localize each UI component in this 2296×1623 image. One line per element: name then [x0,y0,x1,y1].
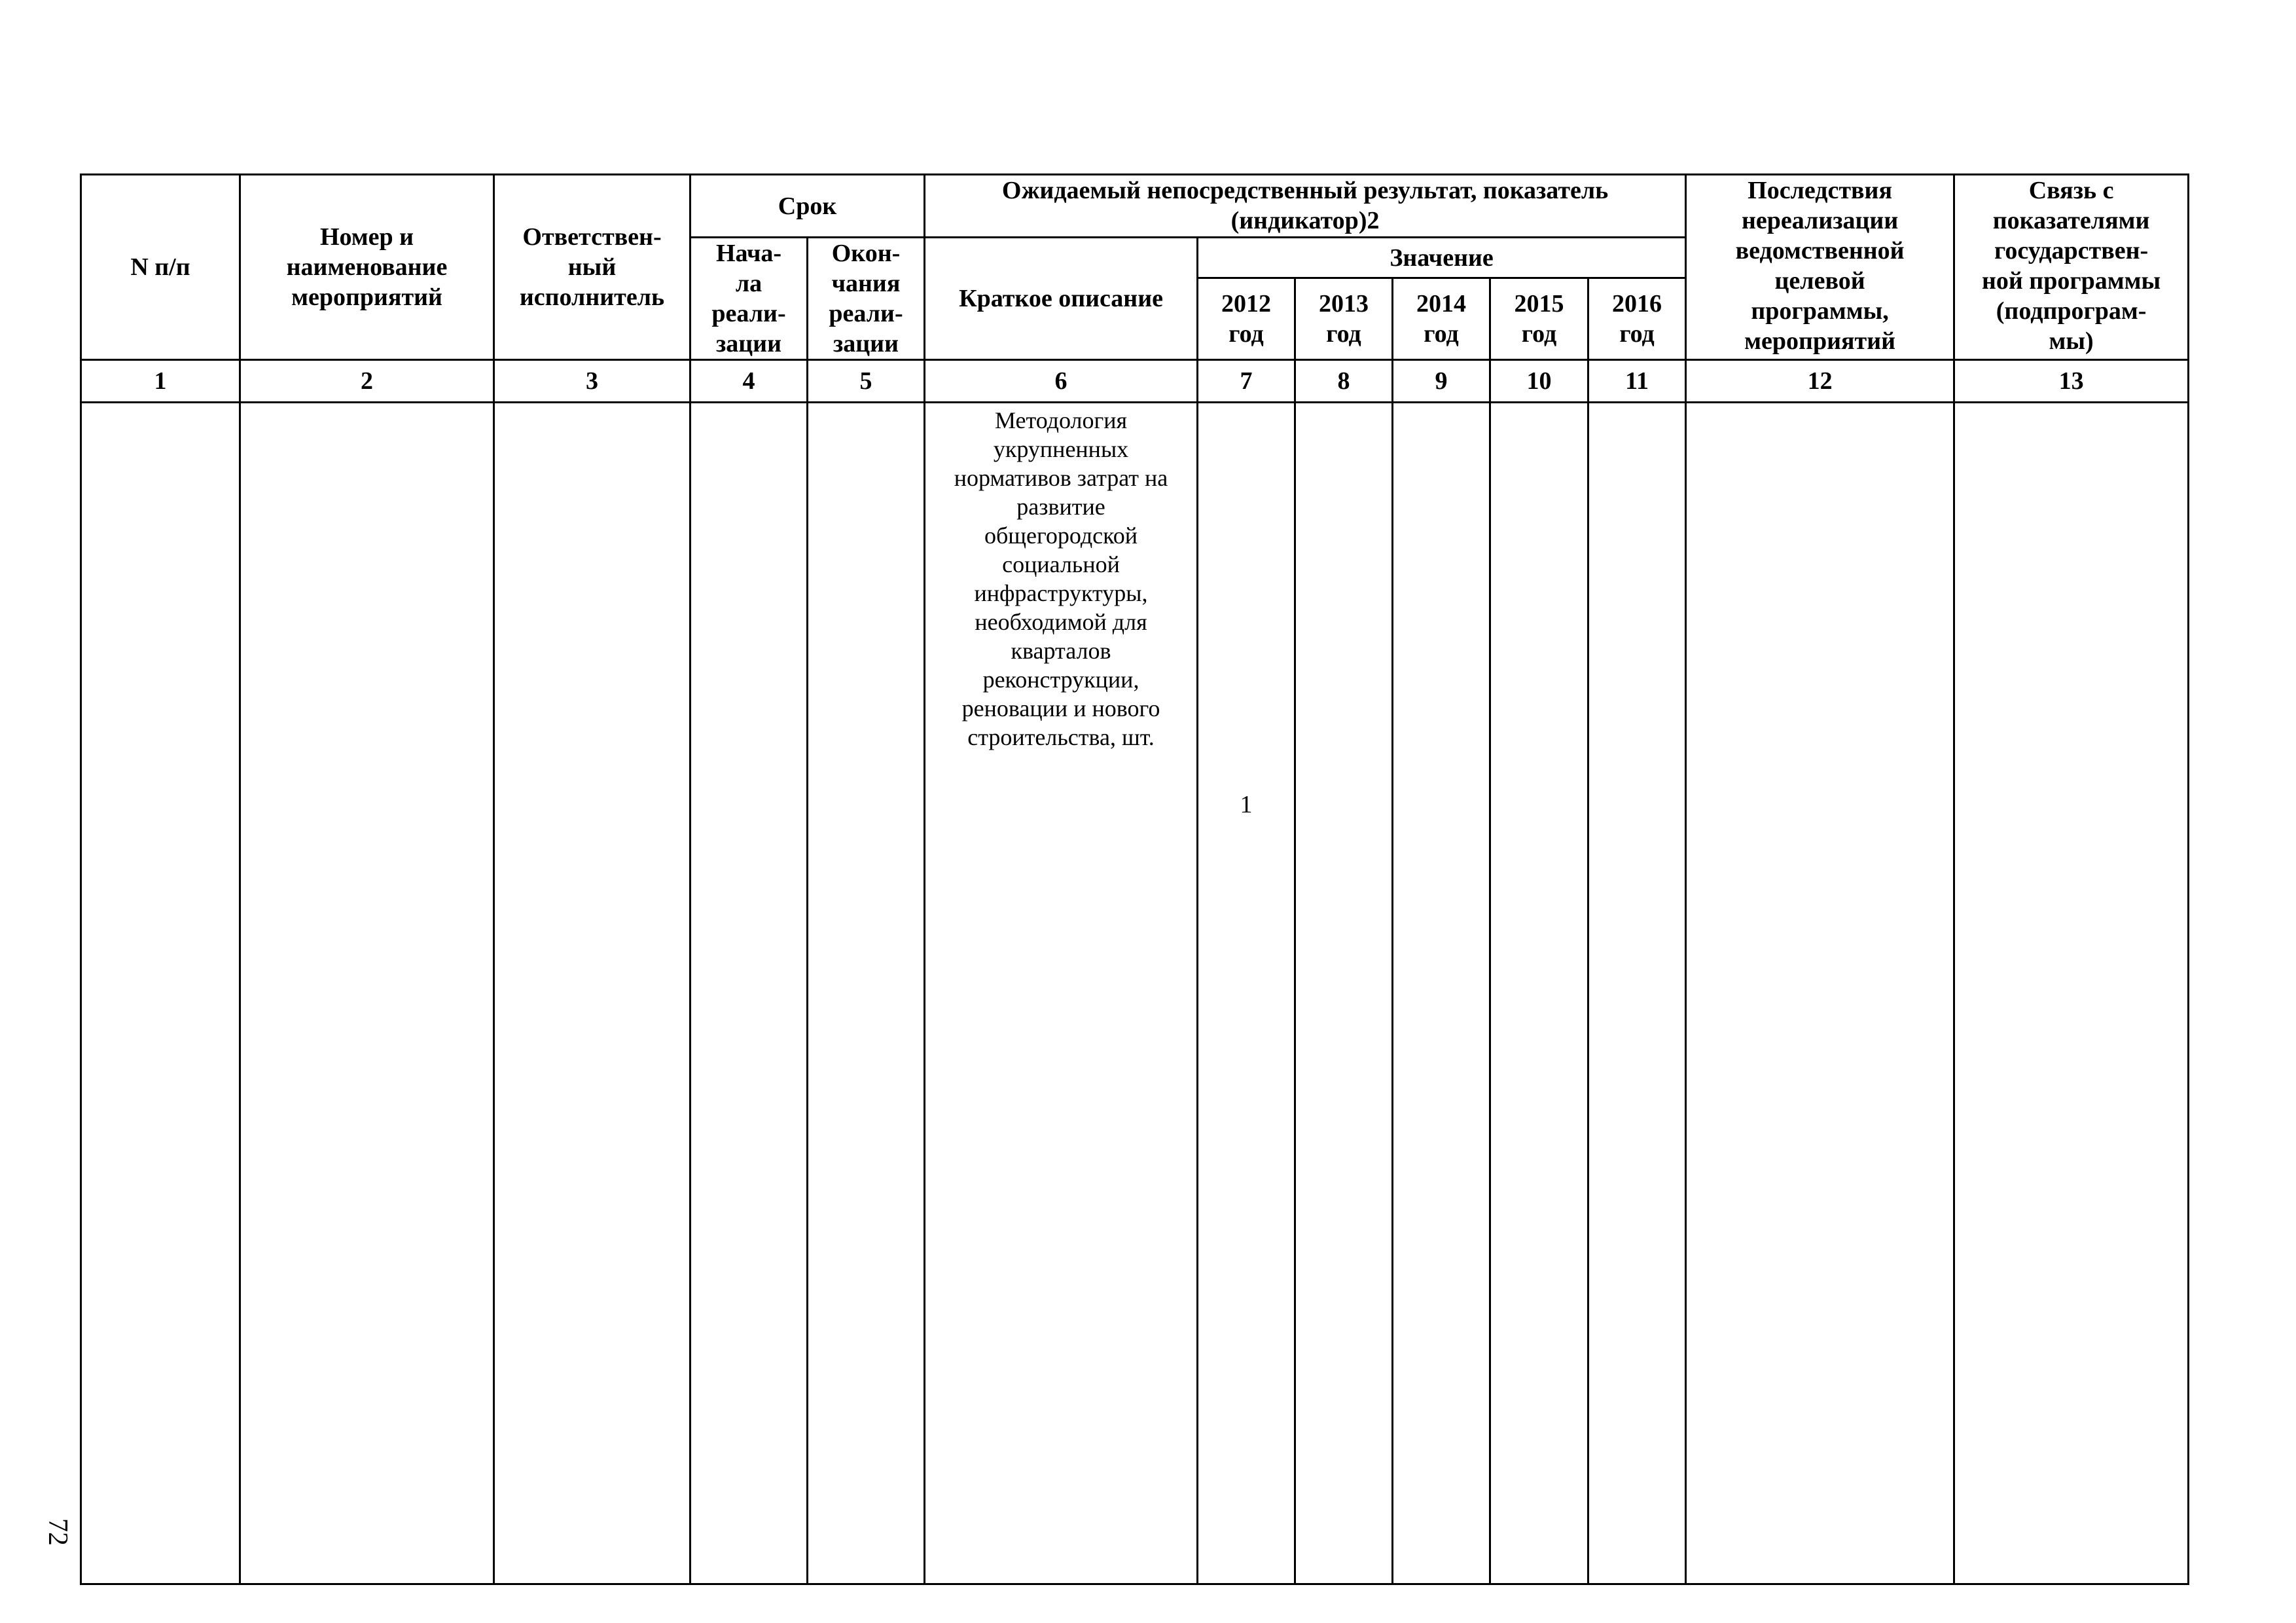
header-year-2015 [1490,278,1588,360]
column-number: 8 [1295,360,1393,403]
header-value-label: Значение [1390,244,1494,272]
header-start [691,238,808,360]
header-year-2013-label: 2013 год [1319,290,1369,348]
column-number: 7 [1198,360,1295,403]
header-end [808,238,925,360]
page-number: 72 [43,1518,73,1546]
header-link-label: Связь с показателями государствен- ной программы (подпрограм- мы) [1982,177,2161,355]
header-year-2014 [1393,278,1490,360]
header-srok-label: Срок [778,192,837,220]
table-row [81,403,2189,1584]
header-consequences-label: Последствия нереализации ведомственной целевой программы, мероприятий [1735,177,1905,355]
header-year-2013 [1295,278,1393,360]
cell-name [240,403,494,1584]
header-year-2016 [1588,278,1686,360]
cell-value-2012: 1 [1198,403,1295,1584]
column-number: 12 [1686,360,1954,403]
header-name [240,175,494,360]
column-number: 11 [1588,360,1686,403]
header-consequences [1686,175,1954,360]
cell-description [925,403,1198,1584]
header-short-description-label: Краткое описание [959,285,1163,312]
column-numbers-row [81,360,2189,403]
header-year-2012 [1198,278,1295,360]
cell-start [691,403,808,1584]
column-number: 9 [1393,360,1490,403]
header-year-2014-label: 2014 год [1416,290,1467,348]
column-number: 1 [81,360,240,403]
cell-end [808,403,925,1584]
column-number: 2 [240,360,494,403]
cell-n [81,403,240,1584]
header-row-top [81,175,2189,238]
header-srok [691,175,925,238]
header-n-label: N п/п [130,253,190,281]
header-n [81,175,240,360]
cell-value-2014 [1393,403,1490,1584]
measures-table [80,173,2189,1585]
cell-description-text: Методология укрупненных нормативов затрат на развитие общегородской социальной инфраструктуры, необходимой для кварталов реконструкции, реновации и нового строительства, шт. [954,407,1168,750]
header-expected-result [925,175,1686,238]
cell-consequences [1686,403,1954,1584]
column-number: 13 [1954,360,2189,403]
column-number: 3 [494,360,691,403]
header-executor-label: Ответствен- ный исполнитель [519,223,665,311]
header-end-label: Окон- чания реали- зации [829,240,903,357]
column-number: 5 [808,360,925,403]
header-short-description [925,238,1198,360]
cell-executor [494,403,691,1584]
header-year-2012-label: 2012 год [1221,290,1272,348]
header-expected-result-label: Ожидаемый непосредственный результат, показатель (индикатор)2 [1001,177,1609,234]
cell-value-2015 [1490,403,1588,1584]
cell-link [1954,403,2189,1584]
header-name-label: Номер и наименование мероприятий [286,223,448,311]
column-number: 10 [1490,360,1588,403]
cell-value-2016 [1588,403,1686,1584]
column-number: 6 [925,360,1198,403]
header-link [1954,175,2189,360]
header-executor [494,175,691,360]
cell-value-2013 [1295,403,1393,1584]
header-start-label: Нача- ла реали- зации [711,240,786,357]
header-year-2015-label: 2015 год [1514,290,1564,348]
header-value [1198,238,1686,278]
column-number: 4 [691,360,808,403]
header-year-2016-label: 2016 год [1612,290,1662,348]
